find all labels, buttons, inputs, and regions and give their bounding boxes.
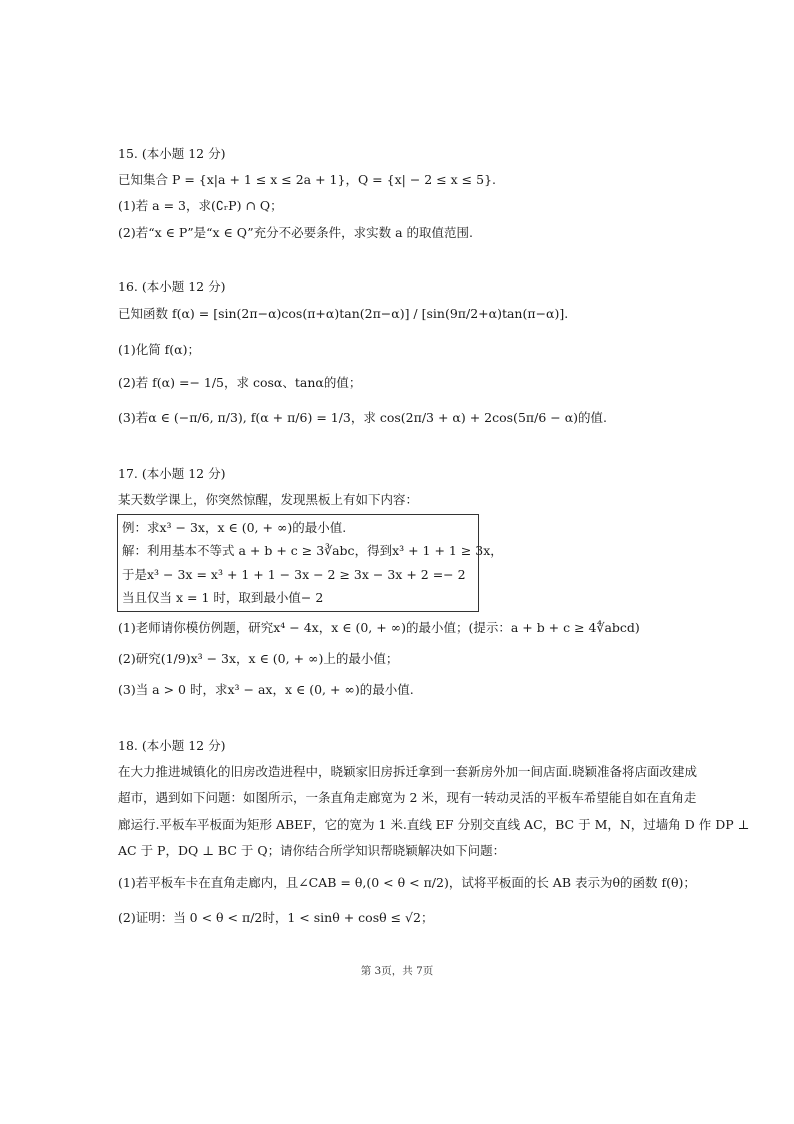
q17-part1: (1)老师请你模仿例题，研究x⁴ − 4x，x ∈ (0, + ∞)的最小值；(提示：a + b + c ≥ 4∜abcd) [118,620,640,635]
q18-stem-line: 在大力推进城镇化的旧房改造进程中，晓颖家旧房拆迁拿到一套新房外加一间店面.晓颖准备将店面改建成 [118,764,697,779]
q18-part1: (1)若平板车卡在直角走廊内，且∠CAB = θ,(0 < θ < π/2)，试将平板面的长 AB 表示为θ的函数 f(θ)； [118,875,696,890]
q16-stem: 已知函数 f(α) = [sin(2π−α)cos(π+α)tan(2π−α)] / [sin(9π/2+α)tan(π−α)]. [118,306,569,321]
q18-stem-line: 超市，遇到如下问题：如图所示，一条直角走廊宽为 2 米，现有一转动灵活的平板车希望能自如在直角走 [118,790,697,805]
q18-heading: 18. (本小题 12 分) [118,738,226,753]
q17-intro: 某天数学课上，你突然惊醒，发现黑板上有如下内容： [118,492,419,507]
q17-heading: 17. (本小题 12 分) [118,466,226,481]
q15-part1: (1)若 a = 3，求(∁ᵣP) ∩ Q； [118,198,283,213]
q17-box-line: 例：求x³ − 3x，x ∈ (0, + ∞)的最小值. [122,520,347,535]
q17-part2: (2)研究(1/9)x³ − 3x，x ∈ (0, + ∞)上的最小值； [118,651,399,666]
q15-stem: 已知集合 P = {x|a + 1 ≤ x ≤ 2a + 1}，Q = {x| − 2 ≤ x ≤ 5}. [118,172,496,187]
q15-heading: 15. (本小题 12 分) [118,146,226,161]
q18-stem-line: 廊运行.平板车平板面为矩形 ABEF，它的宽为 1 米.直线 EF 分别交直线 AC，BC 于 M，N，过墙角 D 作 DP ⊥ [118,817,750,832]
q18-stem-line: AC 于 P，DQ ⊥ BC 于 Q；请你结合所学知识帮晓颖解决如下问题： [118,843,506,858]
page-footer: 第 3页，共 7页 [360,965,434,977]
q16-part3: (3)若α ∈ (−π/6, π/3), f(α + π/6) = 1/3，求 cos(2π/3 + α) + 2cos(5π/6 − α)的值. [118,410,607,425]
q16-heading: 16. (本小题 12 分) [118,279,226,294]
q16-part1: (1)化简 f(α)； [118,342,201,357]
q17-box-line: 当且仅当 x = 1 时，取到最小值− 2 [122,590,324,605]
q17-box-line: 于是x³ − 3x = x³ + 1 + 1 − 3x − 2 ≥ 3x − 3x + 2 =− 2 [122,567,466,582]
q16-part2: (2)若 f(α) =− 1/5，求 cosα、tanα的值； [118,375,362,390]
q18-part2: (2)证明：当 0 < θ < π/2时，1 < sinθ + cosθ ≤ √2； [118,910,434,925]
q17-part3: (3)当 a > 0 时，求x³ − ax，x ∈ (0, + ∞)的最小值. [118,682,414,697]
q17-box-line: 解：利用基本不等式 a + b + c ≥ 3∛abc，得到x³ + 1 + 1 ≥ 3x， [122,543,503,558]
q17-example-box [117,514,503,612]
q15-part2: (2)若“x ∈ P”是“x ∈ Q”充分不必要条件，求实数 a 的取值范围. [118,225,474,240]
